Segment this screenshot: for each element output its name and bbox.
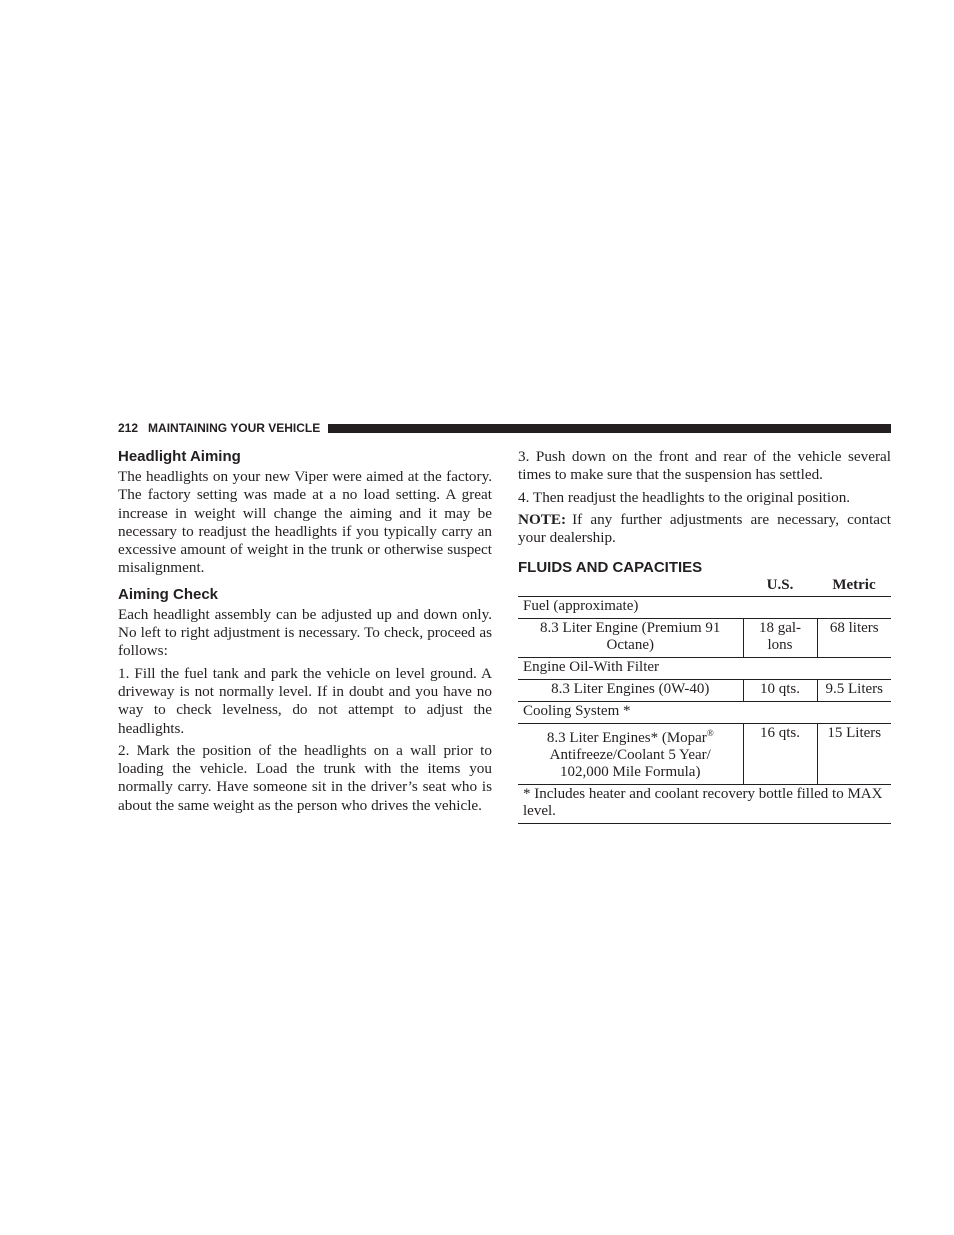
note-text: If any further adjustments are necessary, contact your dealership.	[518, 510, 891, 547]
aiming-check-heading: Aiming Check	[118, 585, 219, 603]
cooling-us: 16 qts.	[743, 724, 817, 785]
fuel-us: 18 gal-lons	[743, 619, 817, 658]
table-row	[518, 619, 891, 658]
oil-metric: 9.5 Liters	[817, 680, 891, 702]
fuel-description: 8.3 Liter Engine (Premium 91 Octane)	[518, 619, 743, 658]
category-cooling: Cooling System *	[518, 702, 891, 724]
cooling-metric: 15 Liters	[817, 724, 891, 785]
table-header-row	[518, 577, 891, 597]
right-column	[518, 448, 891, 824]
cooling-description	[518, 724, 743, 785]
table-row	[518, 702, 891, 724]
header-rule	[328, 424, 891, 433]
table-row	[518, 785, 891, 824]
column-header-us: U.S.	[743, 577, 817, 597]
table-header-blank	[518, 577, 743, 597]
left-column	[118, 448, 492, 819]
column-header-metric: Metric	[817, 577, 891, 597]
headlight-aiming-paragraph: The headlights on your new Viper were aimed at the factory. The factory setting was made at a no load setting. A great increase in weight will change the aiming and it may be necessary to readjust the headlights if you typically carry an excessive amount of weight in the trunk or otherwise suspect misalignment.	[118, 468, 492, 577]
oil-description: 8.3 Liter Engines (0W-40)	[518, 680, 743, 702]
registered-mark: ®	[706, 728, 714, 739]
aiming-check-paragraph: Each headlight assembly can be adjusted up and down only. No left to right adjustment is necessary. To check, proceed as follows:	[118, 605, 492, 660]
step-2: 2. Mark the position of the headlights on a wall prior to loading the vehicle. Load the trunk with the items you normally carry. Have someone sit in the driver’s seat who is about the same weight as the person who drives the vehicle.	[118, 741, 492, 814]
cooling-description-a: 8.3 Liter Engines* (Mopar	[546, 730, 707, 747]
step-3: 3. Push down on the front and rear of the vehicle several times to make sure that the suspension has settled.	[518, 448, 891, 484]
oil-us: 10 qts.	[743, 680, 817, 702]
fuel-metric: 68 liters	[817, 619, 891, 658]
fluids-heading: FLUIDS AND CAPACITIES	[518, 559, 703, 577]
table-footnote: * Includes heater and coolant recovery bottle filled to MAX level.	[518, 785, 891, 824]
step-4: 4. Then readjust the headlights to the original position.	[518, 488, 851, 506]
table-row	[518, 597, 891, 619]
note-label: NOTE:	[518, 510, 567, 528]
page-header	[118, 420, 891, 436]
table-row	[518, 658, 891, 680]
page-number: 212	[118, 421, 139, 435]
section-title: MAINTAINING YOUR VEHICLE	[148, 421, 321, 435]
fluids-table	[518, 577, 891, 824]
step-1: 1. Fill the fuel tank and park the vehicle on level ground. A driveway is not normally level. If in doubt and you have no way to check levelness, do not attempt to adjust the headlights.	[118, 664, 492, 737]
table-row	[518, 724, 891, 785]
headlight-aiming-heading: Headlight Aiming	[118, 448, 241, 465]
category-oil: Engine Oil-With Filter	[518, 658, 891, 680]
note	[518, 511, 891, 548]
cooling-description-b: Antifreeze/Coolant 5 Year/ 102,000 Mile Formula)	[549, 747, 711, 781]
category-fuel: Fuel (approximate)	[518, 597, 891, 619]
table-row	[518, 680, 891, 702]
